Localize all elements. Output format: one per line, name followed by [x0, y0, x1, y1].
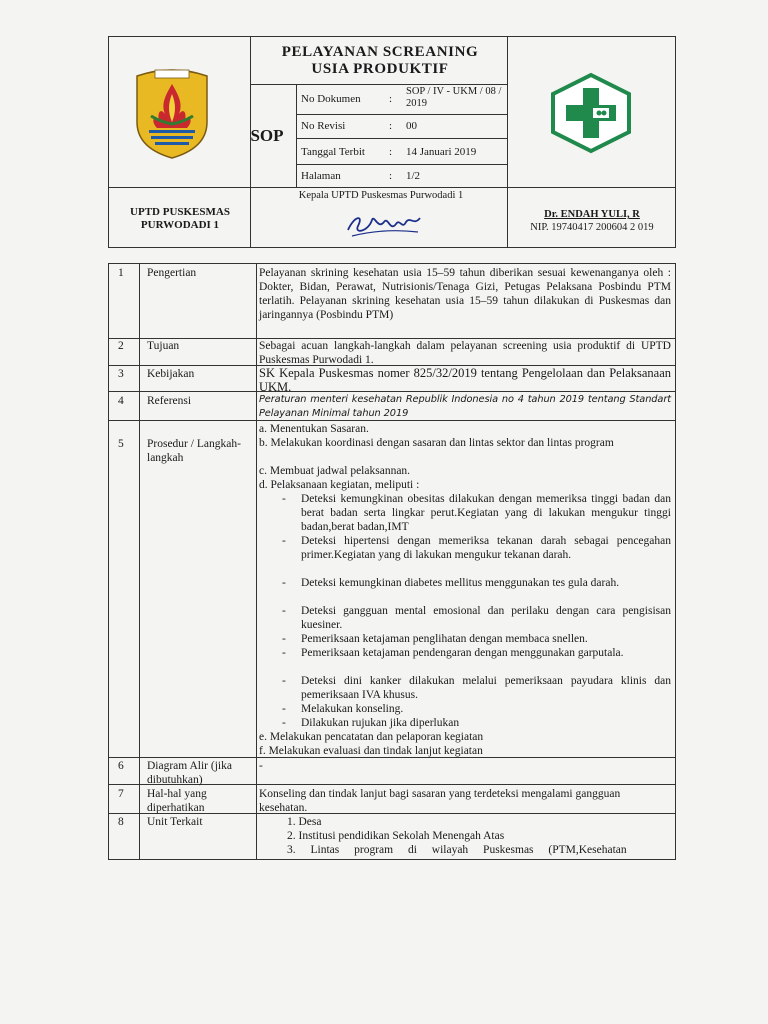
procedure-d-item: Deteksi dini kanker dilakukan melalui pemeriksaan payudara klinis dan pemeriksaan IVA khusus. — [301, 675, 671, 701]
row-label: Prosedur / Langkah-langkah — [147, 438, 241, 464]
procedure-d-item: Pemeriksaan ketajaman penglihatan dengan membaca snellen. — [301, 633, 588, 645]
procedure-d-item: Melakukan konseling. — [301, 703, 404, 715]
signature — [344, 206, 424, 242]
row-label: Hal-hal yang diperhatikan — [147, 788, 207, 814]
unit-terkait-item: 3. Lintas program di wilayah Puskesmas (PTM,Kesehatan — [287, 844, 627, 856]
meta-sep: : — [389, 146, 393, 158]
procedure-d-item: Dilakukan rujukan jika diperlukan — [301, 717, 460, 729]
row-content-diagram: - — [259, 760, 263, 772]
bullet-dash: - — [282, 577, 286, 589]
meta-label-dokumen: No Dokumen — [301, 93, 361, 105]
procedure-d-item: Deteksi gangguan mental emosional dan perilaku dengan cara pengisisan kuesiner. — [301, 605, 671, 631]
kepala-label: Kepala UPTD Puskesmas Purwodadi 1 — [298, 190, 464, 201]
bullet-dash: - — [282, 605, 286, 617]
bullet-dash: - — [282, 717, 286, 729]
row-number: 3 — [118, 368, 124, 380]
row-label: Unit Terkait — [147, 816, 203, 828]
meta-label-halaman: Halaman — [301, 170, 341, 182]
procedure-d-item: Deteksi hipertensi dengan memeriksa tekanan darah sebagai pencegahan primer.Kegiatan yang di lakukan mengukur tekanan darah. — [301, 535, 671, 561]
row-number: 7 — [118, 788, 124, 800]
meta-value-halaman: 1/2 — [406, 170, 421, 182]
procedure-step-f: f. Melakukan evaluasi dan tindak lanjut kegiatan — [259, 745, 483, 757]
unit-name: UPTD PUSKESMAS PURWODADI 1 — [130, 206, 230, 231]
procedure-d-item: Deteksi kemungkinan diabetes mellitus menggunakan tes gula darah. — [301, 577, 620, 589]
doctor-name: Dr. ENDAH YULI, R — [544, 209, 640, 220]
document-title — [255, 44, 505, 78]
row-label: Tujuan — [147, 340, 180, 352]
row-number: 2 — [118, 340, 124, 352]
bullet-dash: - — [282, 535, 286, 547]
row-number: 5 — [118, 438, 124, 450]
bullet-dash: - — [282, 633, 286, 645]
meta-label-revisi: No Revisi — [301, 120, 346, 132]
row-content-pengertian: Pelayanan skrining kesehatan usia 15–59 tahun diberikan sesuai kewenanganya oleh : Dokter, Bidan, Perawat, Nutrisionis/Tenaga Gizi, Petugas Pelaksana Posbindu PTM terlatih. Pelayanan skrining kesehatan usia 15–59 tahun dilakukan di Puskesmas dan jaringannya (Posbindu PTM) — [259, 267, 671, 321]
meta-value-dokumen: SOP / IV - UKM / 08 / 2019 — [406, 86, 502, 109]
row-number: 1 — [118, 267, 124, 279]
procedure-step-c: c. Membuat jadwal pelaksannan. — [259, 465, 411, 477]
procedure-d-item: Deteksi kemungkinan obesitas dilakukan dengan memeriksa tinggi badan dan berat badan serta lingkar perut.Kegiatan yang di lakukan mengukur tinggi badan,berat badan,IMT — [301, 493, 671, 533]
procedure-step-d: d. Pelaksanaan kegiatan, meliputi : — [259, 479, 420, 491]
row-content-kebijakan: SK Kepala Puskesmas nomer 825/32/2019 tentang Pengelolaan dan Pelaksanaan UKM. — [259, 366, 671, 394]
procedure-step-a: a. Menentukan Sasaran. — [259, 423, 369, 435]
row-label: Kebijakan — [147, 368, 195, 380]
sop-label: SOP — [250, 126, 284, 145]
row-label: Referensi — [147, 395, 192, 407]
row-content-hal: Konseling dan tindak lanjut bagi sasaran yang terdeteksi mengalami gangguan kesehatan. — [259, 788, 621, 814]
row-content-referensi: Peraturan menteri kesehatan Republik Indonesia no 4 tahun 2019 tentang Standart Pelayanan Minimal tahun 2019 — [259, 394, 671, 419]
procedure-d-item: Pemeriksaan ketajaman pendengaran dengan menggunakan garputala. — [301, 647, 624, 659]
puskesmas-logo — [549, 72, 633, 154]
meta-label-tanggal: Tanggal Terbit — [301, 146, 365, 158]
row-number: 4 — [118, 395, 124, 407]
doctor-block — [509, 208, 675, 234]
bullet-dash: - — [282, 703, 286, 715]
row-content-tujuan: Sebagai acuan langkah-langkah dalam pelayanan screening usia produktif di UPTD Puskesmas Purwodadi 1. — [259, 340, 671, 366]
regency-emblem-logo — [131, 64, 213, 160]
unit-terkait-item: 1. Desa — [287, 816, 322, 828]
meta-value-tanggal: 14 Januari 2019 — [406, 146, 477, 158]
row-label: Pengertian — [147, 267, 197, 279]
title-line-2: USIA PRODUKTIF — [311, 61, 449, 77]
meta-sep: : — [389, 120, 393, 132]
row-number: 8 — [118, 816, 124, 828]
meta-sep: : — [389, 93, 393, 105]
row-number: 6 — [118, 760, 124, 772]
procedure-step-b: b. Melakukan koordinasi dengan sasaran dan lintas sektor dan lintas program — [259, 437, 614, 449]
meta-value-revisi: 00 — [406, 120, 417, 132]
bullet-dash: - — [282, 647, 286, 659]
meta-sep: : — [389, 170, 393, 182]
bullet-dash: - — [282, 493, 286, 505]
row-label: Diagram Alir (jika dibutuhkan) — [147, 760, 232, 786]
title-line-1: PELAYANAN SCREANING — [281, 44, 479, 60]
unit-terkait-item: 2. Institusi pendidikan Sekolah Menengah Atas — [287, 830, 505, 842]
doctor-nip: NIP. 19740417 200604 2 019 — [530, 222, 654, 233]
procedure-step-e: e. Melakukan pencatatan dan pelaporan kegiatan — [259, 731, 484, 743]
bullet-dash: - — [282, 675, 286, 687]
